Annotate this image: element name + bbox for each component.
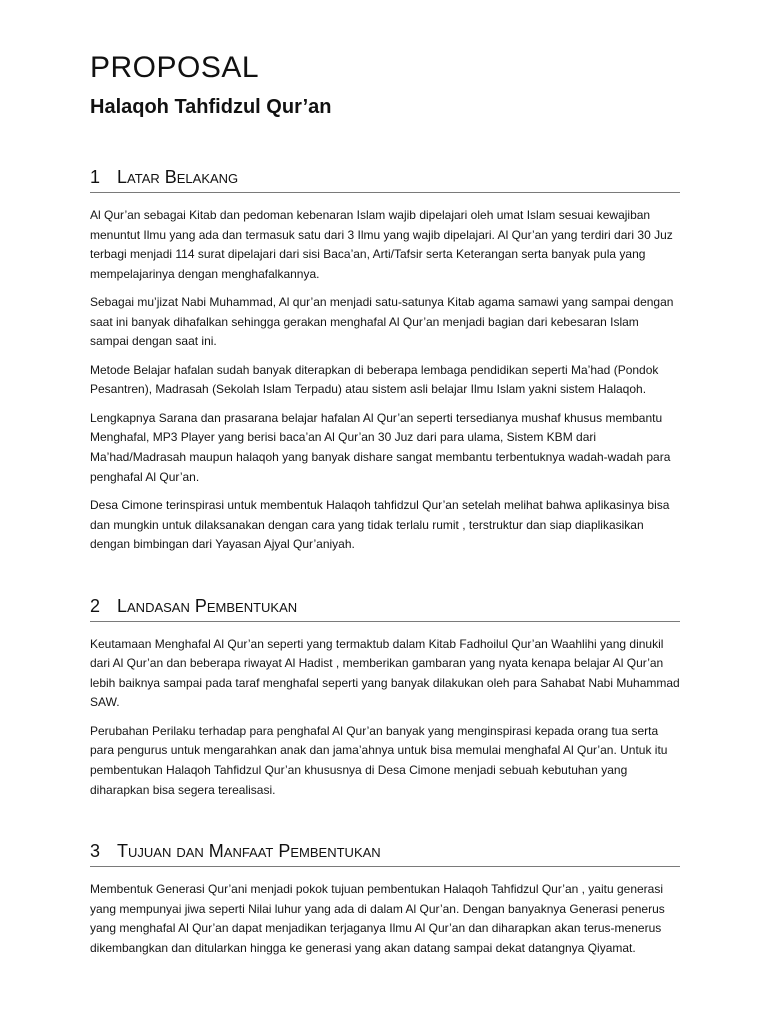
paragraph: Membentuk Generasi Qur’ani menjadi pokok tujuan pembentukan Halaqoh Tahfidzul Qur’an , yaitu generasi yang mempunyai jiwa seperti Nilai luhur yang ada di dalam Al Qur’an. Dengan banyaknya Generasi penerus yang menghafal Al Qur’an dapat menjadikan terjaganya Ilmu Al Qur’an dan diharapkan akan terus-menerus dikembangkan dan ditularkan hingga ke generasi yang akan datang sampai dekat datangnya Qiyamat. [90,882,665,956]
paragraph: Al Qur’an sebagai Kitab dan pedoman kebenaran Islam wajib dipelajari oleh umat Islam sesuai kewajiban menuntut Ilmu yang ada dan termasuk satu dari 3 Ilmu yang wajib dipelajari. Al Qur’an yang terdiri dari 30 Juz terbagi menjadi 114 surat dipelajari dari sisi Baca’an, Arti/Tafsir serta Keterangan serta banyak pula yang mempelajarinya dengan menghafalkannya. [90,208,673,281]
document-subtitle: Halaqoh Tahfidzul Qur’an [90,96,332,118]
paragraph: Sebagai mu’jizat Nabi Muhammad, Al qur’an menjadi satu-satunya Kitab agama samawi yang sampai dengan saat ini banyak dihafalkan sehingga gerakan menghafal Al Qur’an menjadi bagian dari kebesaran Islam sampai dengan saat ini. [90,295,674,349]
section-heading [90,595,680,622]
document-title: PROPOSAL [90,51,260,84]
section-heading [90,840,680,867]
section-number: 3 [90,841,101,862]
section-heading [90,166,680,193]
document-body [90,50,680,967]
paragraph: Metode Belajar hafalan sudah banyak diterapkan di beberapa lembaga pendidikan seperti Ma’had (Pondok Pesantren), Madrasah (Sekolah Islam Terpadu) atau sistem asli belajar Ilmu Islam yakni sistem Halaqoh. [90,362,659,397]
section-number: 2 [90,595,101,616]
paragraph: Desa Cimone terinspirasi untuk membentuk Halaqoh tahfidzul Qur’an setelah melihat bahwa aplikasinya bisa dan mungkin untuk dilaksanakan dengan cara yang tidak terlalu rumit , terstruktur dan siap diaplikasikan dengan bimbingan dari Yayasan Ajyal Qur’aniyah. [90,497,670,552]
section-latar-belakang [90,166,680,555]
section-landasan-pembentukan [90,595,680,801]
section-tujuan-manfaat [90,840,680,958]
paragraph: Keutamaan Menghafal Al Qur’an seperti yang termaktub dalam Kitab Fadhoilul Qur’an Waahlihi yang dinukil dari Al Qur’an dan beberapa riwayat Al Hadist , memberikan gambaran yang nyata kenapa belajar Al Qur’an lebih baiknya sampai pada taraf menghafal seperti yang banyak dilakukan oleh para Sahabat Nabi Muhammad SAW. [90,636,680,710]
paragraph: Lengkapnya Sarana dan prasarana belajar hafalan Al Qur’an seperti tersedianya mushaf khusus membantu Menghafal, MP3 Player yang berisi baca’an Al Qur’an 30 Juz dari para ulama, Sistem KBM dari Ma’had/Madrasah maupun halaqoh yang banyak dishare sangat membantu terbentuknya wadah-wadah para penghafal Al Qur’an. [90,410,671,484]
section-heading-text: Tujuan dan Manfaat Pembentukan [117,841,381,862]
section-number: 1 [90,167,101,187]
section-heading-text: Landasan Pembentukan [117,595,298,616]
section-heading-text: Latar Belakang [117,167,239,187]
paragraph: Perubahan Perilaku terhadap para penghafal Al Qur’an banyak yang menginspirasi kepada orang tua serta para pengurus untuk mengarahkan anak dan jama’ahnya untuk bisa memulai menghafal Al Qur’an. Untuk itu pembentukan Halaqoh Tahfidzul Qur’an khususnya di Desa Cimone menjadi sebuah kebutuhan yang diharapkan bisa segera terealisasi. [90,723,668,797]
